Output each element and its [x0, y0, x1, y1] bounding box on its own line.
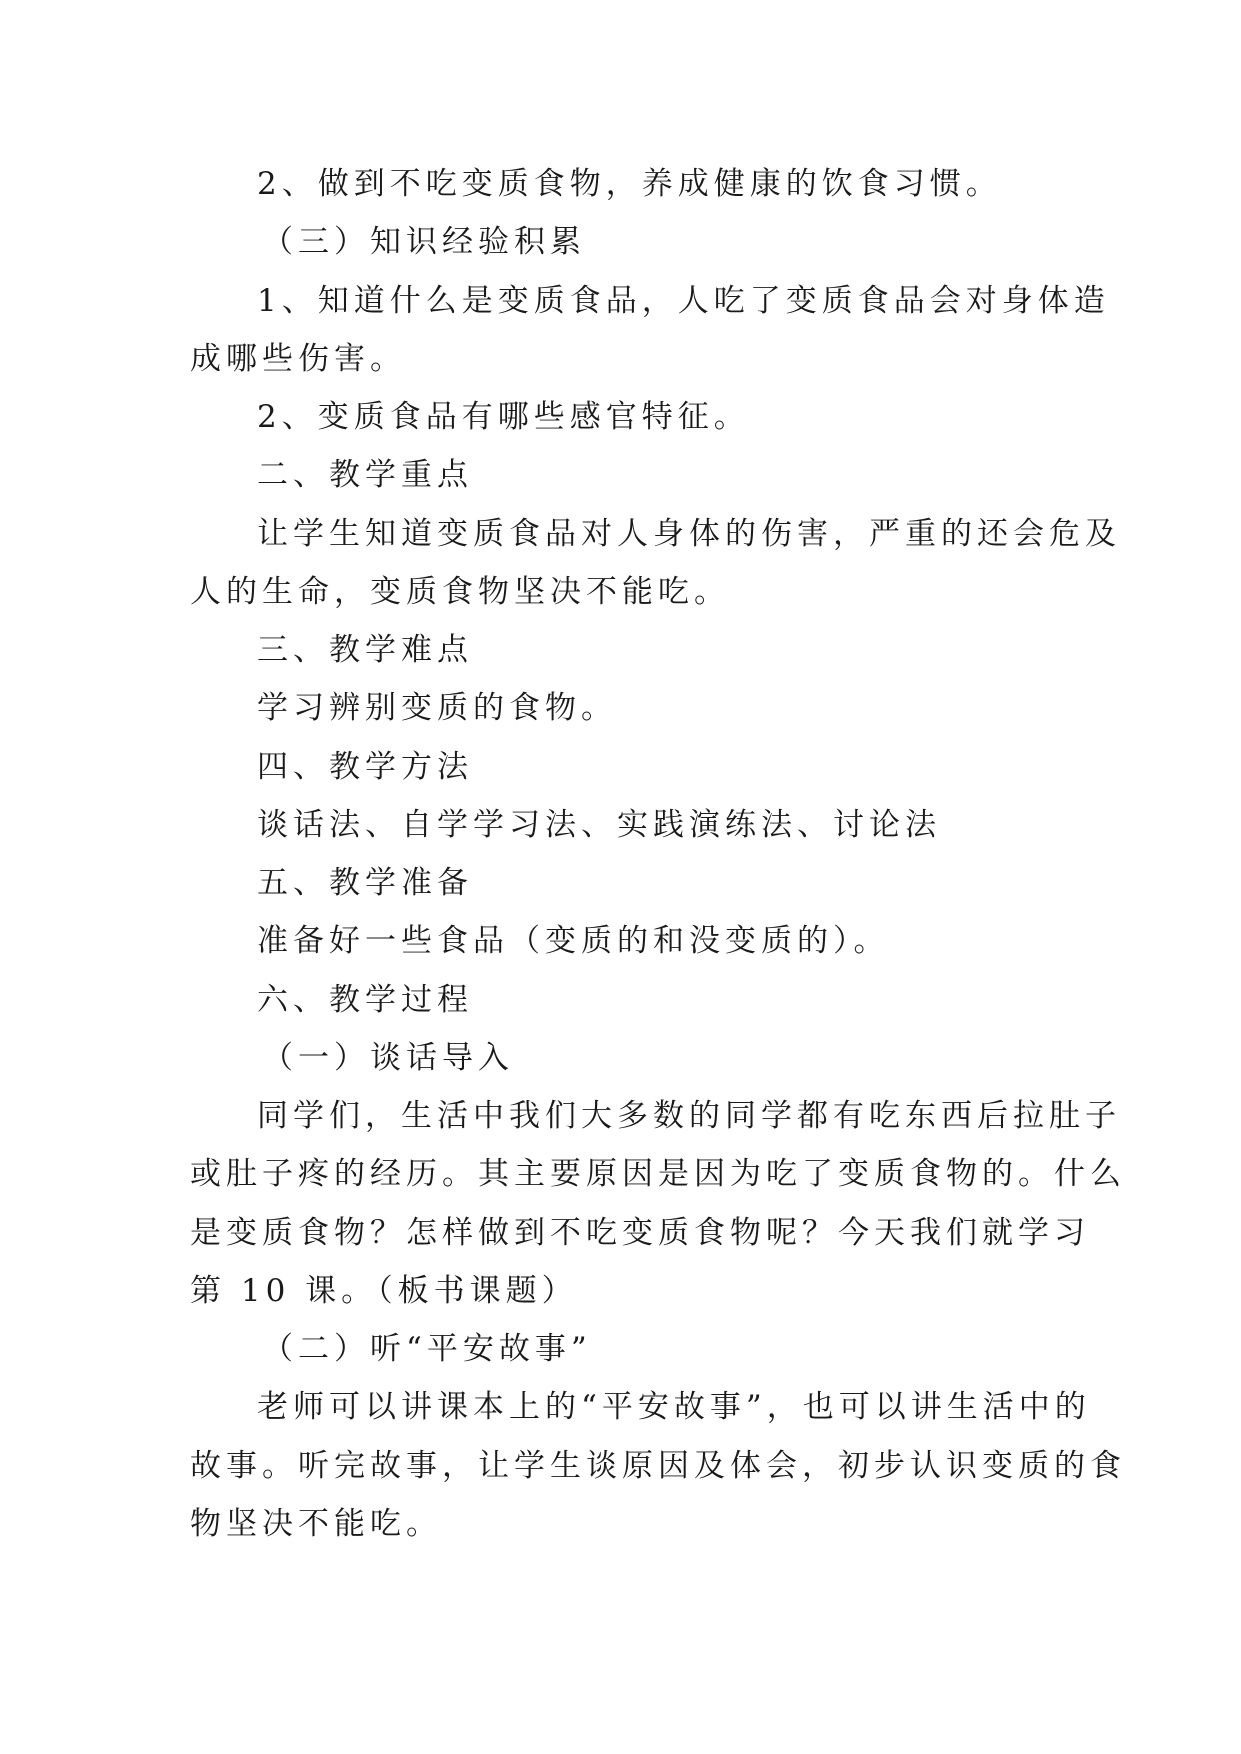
heading-teaching-preparation: 五、教学准备 [257, 865, 473, 901]
teaching-method-text: 谈话法、自学学习法、实践演练法、讨论法 [257, 807, 941, 843]
intro-paragraph-line-3: 是变质食物？怎样做到不吃变质食物呢？今天我们就学习 [190, 1215, 1090, 1251]
story-paragraph-line-3: 物坚决不能吃。 [190, 1506, 442, 1542]
section-heading-safety-story: （二）听“平安故事” [262, 1331, 592, 1367]
story-paragraph-line-2: 故事。听完故事，让学生谈原因及体会，初步认识变质的食 [190, 1448, 1126, 1484]
heading-teaching-difficulty: 三、教学难点 [257, 632, 473, 668]
intro-paragraph-line-2: 或肚子疼的经历。其主要原因是因为吃了变质食物的。什么 [190, 1156, 1126, 1192]
knowledge-item-1-cont: 成哪些伤害。 [190, 341, 406, 377]
intro-paragraph-line-4: 第 10 课。（板书课题） [190, 1273, 578, 1309]
teaching-difficulty-text: 学习辨别变质的食物。 [257, 690, 617, 726]
heading-teaching-process: 六、教学过程 [257, 982, 473, 1018]
heading-teaching-focus: 二、教学重点 [257, 457, 473, 493]
section-heading-knowledge: （三）知识经验积累 [262, 224, 586, 260]
goal-item-2: 2、做到不吃变质食物，养成健康的饮食习惯。 [257, 166, 1002, 202]
intro-paragraph-line-1: 同学们，生活中我们大多数的同学都有吃东西后拉肚子 [257, 1098, 1121, 1134]
teaching-focus-text-cont: 人的生命，变质食物坚决不能吃。 [190, 574, 730, 610]
story-paragraph-line-1: 老师可以讲课本上的“平安故事”，也可以讲生活中的 [257, 1389, 1091, 1425]
teaching-focus-text: 让学生知道变质食品对人身体的伤害，严重的还会危及 [257, 516, 1121, 552]
heading-teaching-method: 四、教学方法 [257, 749, 473, 785]
knowledge-item-1: 1、知道什么是变质食品，人吃了变质食品会对身体造 [257, 283, 1110, 319]
teaching-preparation-text: 准备好一些食品（变质的和没变质的）。 [257, 923, 890, 959]
knowledge-item-2: 2、变质食品有哪些感官特征。 [257, 399, 750, 435]
section-heading-intro: （一）谈话导入 [262, 1040, 514, 1076]
